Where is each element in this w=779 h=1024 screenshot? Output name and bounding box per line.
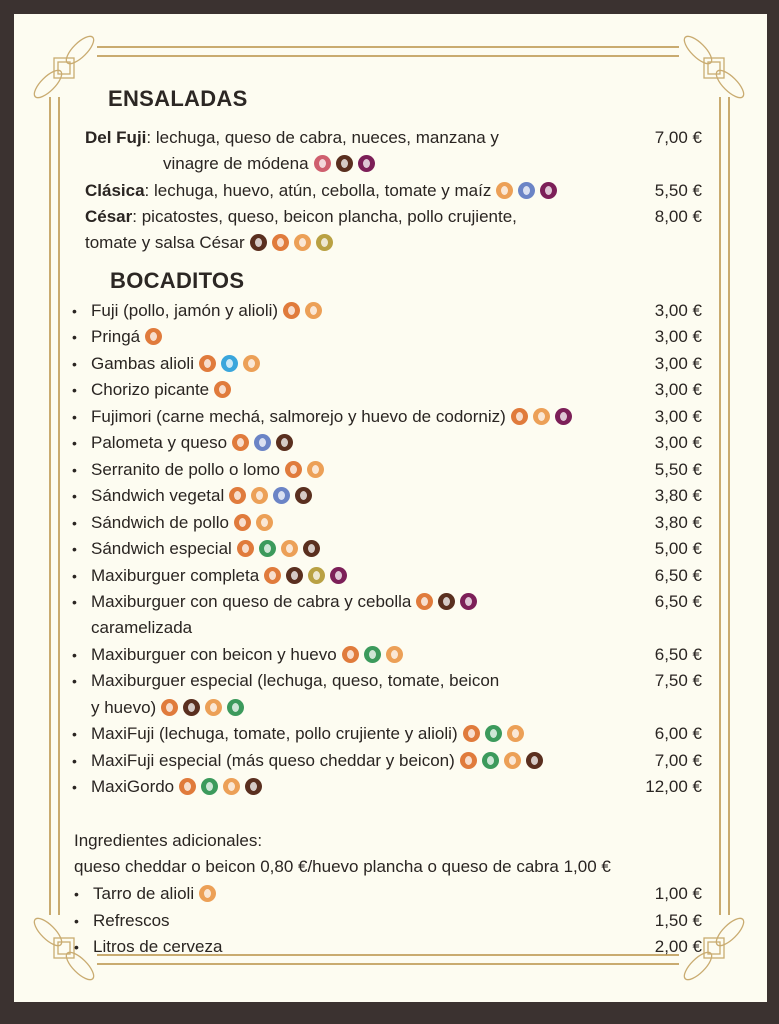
item-name: [91, 642, 403, 668]
milk-icon: [336, 155, 353, 172]
item-text: [85, 204, 517, 230]
egg-icon: [205, 699, 222, 716]
bullet-icon: •: [72, 673, 77, 690]
item-name: [91, 695, 244, 721]
egg-icon: [386, 646, 403, 663]
item-name-text: Gambas alioli: [91, 353, 194, 373]
menu-item: [0, 908, 779, 934]
frame-bottom-line: [97, 963, 679, 965]
menu-item: [0, 536, 779, 562]
egg-icon: [256, 514, 273, 531]
milk-icon: [276, 434, 293, 451]
corner-ornament-icon: [678, 32, 750, 104]
item-price: 5,50 €: [654, 459, 702, 479]
item-name: [91, 298, 322, 324]
gluten-icon: [161, 699, 178, 716]
bullet-icon: •: [72, 382, 77, 399]
item-name: [91, 721, 524, 747]
item-name: César: [85, 207, 133, 226]
item-price: 5,50 €: [654, 181, 702, 200]
item-name-text: MaxiFuji (lechuga, tomate, pollo crujiente y alioli): [91, 724, 458, 744]
item-name-text: Pringá: [91, 327, 141, 347]
item-name-text: Refrescos: [93, 910, 170, 930]
milk-icon: [286, 567, 303, 584]
item-name: [91, 351, 260, 377]
egg-icon: [243, 355, 260, 372]
menu-item: [0, 721, 779, 747]
gluten-icon: [214, 381, 231, 398]
milk-icon: [438, 593, 455, 610]
section-title-bocaditos: BOCADITOS: [110, 268, 245, 293]
item-description: vinagre de módena: [163, 154, 309, 173]
item-name: [91, 589, 477, 615]
egg-icon: [199, 885, 216, 902]
menu-item: [0, 324, 779, 350]
gluten-icon: [264, 567, 281, 584]
item-name: [93, 934, 222, 960]
menu-item: [0, 298, 779, 324]
item-price: 5,00 €: [654, 539, 702, 559]
item-name-text: Tarro de alioli: [93, 884, 195, 903]
menu-item: [0, 351, 779, 377]
gluten-icon: [199, 355, 216, 372]
menu-item: [0, 881, 779, 907]
item-name-text: Sándwich especial: [91, 539, 232, 559]
item-name-text: Serranito de pollo o lomo: [91, 459, 281, 479]
item-name-text: Sándwich vegetal: [91, 486, 225, 506]
item-name: [91, 748, 543, 774]
item-text: [85, 125, 499, 151]
egg-icon: [307, 461, 324, 478]
menu-item: [0, 748, 779, 774]
frame-top-line: [97, 46, 679, 48]
bullet-icon: •: [72, 355, 77, 372]
gluten-icon: [283, 302, 300, 319]
egg-icon: [281, 540, 298, 557]
bullet-icon: •: [72, 541, 77, 558]
item-price: 6,50 €: [654, 591, 702, 611]
mustard-icon: [308, 567, 325, 584]
item-description: : picatostes, queso, beicon plancha, pollo crujiente,: [132, 207, 517, 226]
item-price: 6,50 €: [654, 644, 702, 664]
bullet-icon: •: [72, 514, 77, 531]
menu-item: [0, 563, 779, 589]
item-name: [91, 377, 231, 403]
egg-icon: [251, 487, 268, 504]
menu-item-continued: [0, 615, 779, 641]
egg-icon: [305, 302, 322, 319]
bullet-icon: •: [72, 303, 77, 319]
sulphites-icon: [555, 408, 572, 425]
sulphites-icon: [330, 567, 347, 584]
menu-item-continued: [0, 695, 779, 721]
item-name: [91, 615, 192, 641]
menu-item: [0, 430, 779, 456]
bullet-icon: •: [72, 567, 77, 584]
sulphites-icon: [540, 182, 557, 199]
menu-item: [0, 125, 779, 151]
section-title-ensaladas: ENSALADAS: [108, 86, 248, 111]
bullet-icon: •: [72, 593, 77, 610]
item-description: tomate y salsa César: [85, 233, 245, 252]
extras-note: queso cheddar o beicon 0,80 €/huevo plancha o queso de cabra 1,00 €: [74, 857, 611, 876]
bullet-icon: •: [74, 939, 79, 955]
item-text: [85, 230, 333, 256]
egg-icon: [507, 725, 524, 742]
item-name: [91, 536, 320, 562]
item-text: [85, 178, 557, 204]
fish-icon: [518, 182, 535, 199]
soy-icon: [482, 752, 499, 769]
item-price: 1,50 €: [654, 910, 702, 930]
sulphites-icon: [358, 155, 375, 172]
item-name: [93, 908, 170, 934]
item-price: 7,50 €: [654, 671, 702, 691]
frame-top-line: [97, 55, 679, 57]
bullet-icon: •: [72, 488, 77, 505]
item-price: 3,00 €: [654, 433, 702, 453]
item-price: 6,50 €: [654, 565, 702, 585]
bullet-icon: •: [72, 461, 77, 478]
bullet-icon: •: [72, 779, 77, 796]
soy-icon: [259, 540, 276, 557]
item-description: : lechuga, huevo, atún, cebolla, tomate y maíz: [144, 181, 492, 200]
bullet-icon: •: [72, 646, 77, 663]
item-price: 12,00 €: [645, 777, 702, 797]
item-name: Del Fuji: [85, 128, 147, 147]
menu-item: [0, 404, 779, 430]
item-name-text: y huevo): [91, 697, 157, 717]
item-name: [91, 457, 324, 483]
egg-icon: [504, 752, 521, 769]
item-name: [91, 324, 162, 350]
item-price: 3,00 €: [654, 353, 702, 373]
fish-icon: [273, 487, 290, 504]
item-price: 1,00 €: [654, 884, 702, 903]
item-text: [163, 151, 375, 177]
item-name-text: Sándwich de pollo: [91, 512, 229, 532]
menu-item: [0, 178, 779, 204]
soy-icon: [364, 646, 381, 663]
item-price: 7,00 €: [654, 128, 702, 147]
milk-icon: [295, 487, 312, 504]
menu-item: [0, 377, 779, 403]
gluten-icon: [463, 725, 480, 742]
egg-icon: [223, 778, 240, 795]
crustaceans-icon: [221, 355, 238, 372]
gluten-icon: [232, 434, 249, 451]
menu-item: [0, 934, 779, 960]
bullet-icon: •: [72, 752, 77, 769]
fish-icon: [254, 434, 271, 451]
item-name-text: Fuji (pollo, jamón y alioli): [91, 301, 279, 320]
item-price: 3,80 €: [654, 486, 702, 506]
item-name: [91, 563, 347, 589]
milk-icon: [250, 234, 267, 251]
item-name-text: Fujimori (carne mechá, salmorejo y huevo de codorniz): [91, 406, 506, 426]
gluten-icon: [234, 514, 251, 531]
item-name-text: MaxiFuji especial (más queso cheddar y beicon): [91, 750, 455, 770]
item-name: [91, 430, 293, 456]
item-name: [91, 774, 262, 800]
menu-item: [0, 510, 779, 536]
item-name: [91, 668, 499, 694]
gluten-icon: [416, 593, 433, 610]
item-name-text: Litros de cerveza: [93, 937, 223, 956]
item-name-text: Chorizo picante: [91, 380, 210, 400]
item-name: [91, 404, 572, 430]
item-price: 2,00 €: [654, 937, 702, 956]
milk-icon: [526, 752, 543, 769]
milk-icon: [183, 699, 200, 716]
item-price: 8,00 €: [654, 207, 702, 226]
egg-icon: [533, 408, 550, 425]
egg-icon: [496, 182, 513, 199]
item-description: : lechuga, queso de cabra, nueces, manzana y: [146, 128, 499, 147]
menu-item: [0, 589, 779, 615]
item-price: 3,00 €: [654, 406, 702, 426]
item-name-text: Maxiburguer completa: [91, 565, 260, 585]
menu-item-continued: [0, 151, 779, 177]
item-name-text: Maxiburguer con beicon y huevo: [91, 644, 337, 664]
item-name-text: Palometa y queso: [91, 433, 228, 453]
gluten-icon: [342, 646, 359, 663]
item-name-text: Maxiburguer especial (lechuga, queso, tomate, beicon: [91, 671, 500, 691]
extras-heading: Ingredientes adicionales:: [74, 831, 263, 850]
gluten-icon: [229, 487, 246, 504]
nuts-icon: [314, 155, 331, 172]
item-name: Clásica: [85, 181, 145, 200]
item-name-text: MaxiGordo: [91, 777, 175, 797]
item-name: [91, 483, 312, 509]
sulphites-icon: [460, 593, 477, 610]
gluten-icon: [511, 408, 528, 425]
item-price: 3,00 €: [654, 301, 702, 320]
mustard-icon: [316, 234, 333, 251]
item-price: 3,00 €: [654, 327, 702, 347]
soy-icon: [227, 699, 244, 716]
menu-item: [0, 204, 779, 230]
gluten-icon: [145, 328, 162, 345]
menu-item-continued: [0, 230, 779, 256]
milk-icon: [245, 778, 262, 795]
item-price: 3,80 €: [654, 512, 702, 532]
gluten-icon: [237, 540, 254, 557]
item-price: 3,00 €: [654, 380, 702, 400]
gluten-icon: [179, 778, 196, 795]
item-price: 6,00 €: [654, 724, 702, 744]
bullet-icon: •: [72, 435, 77, 452]
menu-item: [0, 668, 779, 694]
soy-icon: [485, 725, 502, 742]
corner-ornament-icon: [28, 32, 100, 104]
item-name-text: caramelizada: [91, 618, 193, 638]
item-price: 7,00 €: [654, 750, 702, 770]
menu-item: [0, 457, 779, 483]
bullet-icon: •: [72, 726, 77, 743]
bullet-icon: •: [72, 329, 77, 346]
menu-item: [0, 774, 779, 800]
menu-item: [0, 642, 779, 668]
gluten-icon: [285, 461, 302, 478]
milk-icon: [303, 540, 320, 557]
menu-item: [0, 483, 779, 509]
item-name: [91, 510, 273, 536]
gluten-icon: [460, 752, 477, 769]
gluten-icon: [272, 234, 289, 251]
item-name: [93, 881, 216, 907]
bullet-icon: •: [74, 912, 79, 929]
bullet-icon: •: [72, 408, 77, 425]
bullet-icon: •: [74, 886, 79, 902]
egg-icon: [294, 234, 311, 251]
soy-icon: [201, 778, 218, 795]
item-name-text: Maxiburguer con queso de cabra y cebolla: [91, 591, 412, 611]
